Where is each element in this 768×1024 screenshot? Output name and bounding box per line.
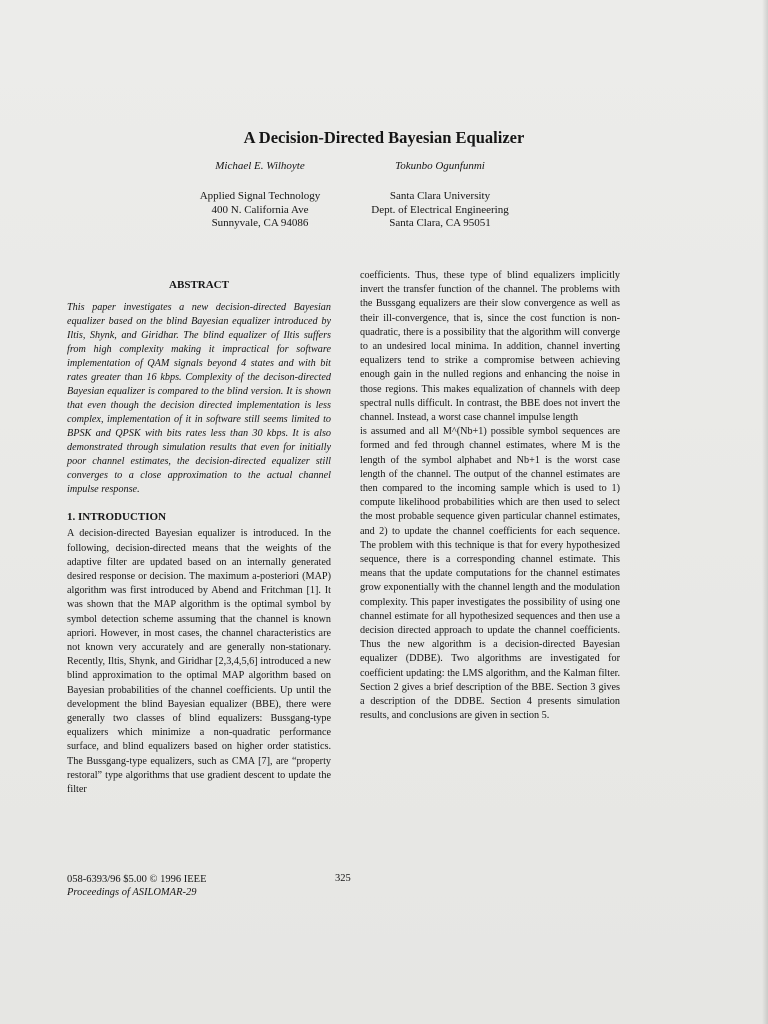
scan-shadow: [762, 0, 768, 1024]
body-paragraph: coefficients. Thus, these type of blind equalizers implicitly invert the transfer function of the channel. The problems with the Bussgang equalizers are their slow convergence as well as their ill-convergence, that is, since the cost function is non-quadratic, there is a possibility that the algorithm will converge to an undesired local minima. In addition, channel inverting equalizers tend to strike a compromise between achieving enough gain in the nulled regions and enhancing the noise in those regions. This makes equalization of channels with deep spectral nulls difficult. In contrast, the BBE does not invert the channel. Instead, a worst case channel impulse length: [360, 270, 620, 424]
section-heading-introduction: 1. INTRODUCTION: [67, 511, 167, 524]
copyright-notice: 058-6393/96 $5.00 © 1996 IEEE: [67, 874, 207, 885]
body-paragraph: is assumed and all M^(Nb+1) possible symbol sequences are formed and fed through channel estimates, where M is the length of the symbol alphabet and Nb+1 is the worst case length of the channel. The output of the channel estimates are then compared to the incoming sample which is used to 1) compute likelihood probabilities which are then used to select the most probable sequence given particular channel estimates, and 2) to update the channel coefficients for each sequence. The problem with this technique is that for every hypothesized sequence, there is a corresponding channel estimate. This means that the update computations for the channel estimates grow exponentially with the channel length and the modulation complexity. This paper investigates the possibility of using one channel estimate for all hypothesized sequences and then use a decision directed approach to update the channel coefficients. Thus the new algorithm is a decision-directed Bayesian equalizer (DDBE). Two algorithms are investigated for coefficient updating: the LMS algorithm, and the Kalman filter. Section 2 gives a brief description of the BBE. Section 3 gives a description of the DDBE. Section 4 presents simulation results, and conclusions are given in section 5.: [360, 426, 620, 722]
affiliation-line: 400 N. California Ave: [211, 203, 309, 216]
affiliation-line: Santa Clara University: [389, 190, 491, 202]
author-affiliation-1: [150, 190, 370, 231]
author-affiliation-2: [340, 190, 540, 231]
paper-title: A Decision-Directed Bayesian Equalizer: [243, 128, 525, 147]
left-column: [67, 278, 331, 797]
introduction-paragraph: A decision-directed Bayesian equalizer is introduced. In the following, decision-directed means that the weights of the adaptive filter are updated based on an internally generated desired response or decision. The maximum a-posteriori (MAP) algorithm was first introduced by Abend and Fritchman [1]. It was shown that the MAP algorithm is the optimal symbol by symbol detection scheme assuming that the channel is known apriori. However, in most cases, the channel characteristics are not known very accurately and are generally non-stationary. Recently, Iltis, Shynk, and Giridhar [2,3,4,5,6] introduced a new blind approximation to the optimal MAP algorithm based on Bayesian probabilities of the channel coefficients. Up until the development the blind Bayesian equalizer (BBE), there were generally two classes of blind equalizers: Bussgang-type equalizers which minimize a non-quadratic performance surface, and blind equalizers based on higher order statistics. The Bussgang-type equalizers, such as CMA [7], are “property restoral” type algorithms that use gradient descent to update the filter: [67, 528, 331, 796]
abstract-text: This paper investigates a new decision-directed Bayesian equalizer based on the blind Bayesian equalizer introduced by Iltis, Shynk, and Giridhar. The blind equalizer of Iltis suffers from high complexity making it impractical for software implementation of QAM signals beyond 4 states and with bit rates greater than 16 kbps. Complexity of the decison-directed Bayesian equalizer is compared to the blind version. It is shown that even though the decision directed implementation is less complex, implementation of it in software still seems limited to BPSK and QPSK with bits rates less than 30 kbps. It is also demonstrated through simulation results that even for initially poor channel estimates, the decision-directed equalizer still converges to a close approximation to the actual channel impulse response.: [67, 302, 331, 496]
proceedings-name: Proceedings of ASILOMAR-29: [67, 887, 197, 898]
author-name-2: Tokunbo Ogunfunmi: [395, 160, 485, 172]
affiliation-line: Sunnyvale, CA 94086: [211, 217, 309, 229]
abstract-heading: ABSTRACT: [169, 279, 229, 291]
affiliation-line: Applied Signal Technology: [199, 190, 321, 202]
footer-copyright-block: [67, 873, 207, 899]
affiliation-line: Santa Clara, CA 95051: [389, 217, 491, 229]
page-number: 325: [335, 873, 351, 884]
affiliation-line: Dept. of Electrical Engineering: [371, 203, 509, 216]
right-column: [360, 269, 620, 724]
author-name-1: Michael E. Wilhoyte: [215, 160, 305, 172]
